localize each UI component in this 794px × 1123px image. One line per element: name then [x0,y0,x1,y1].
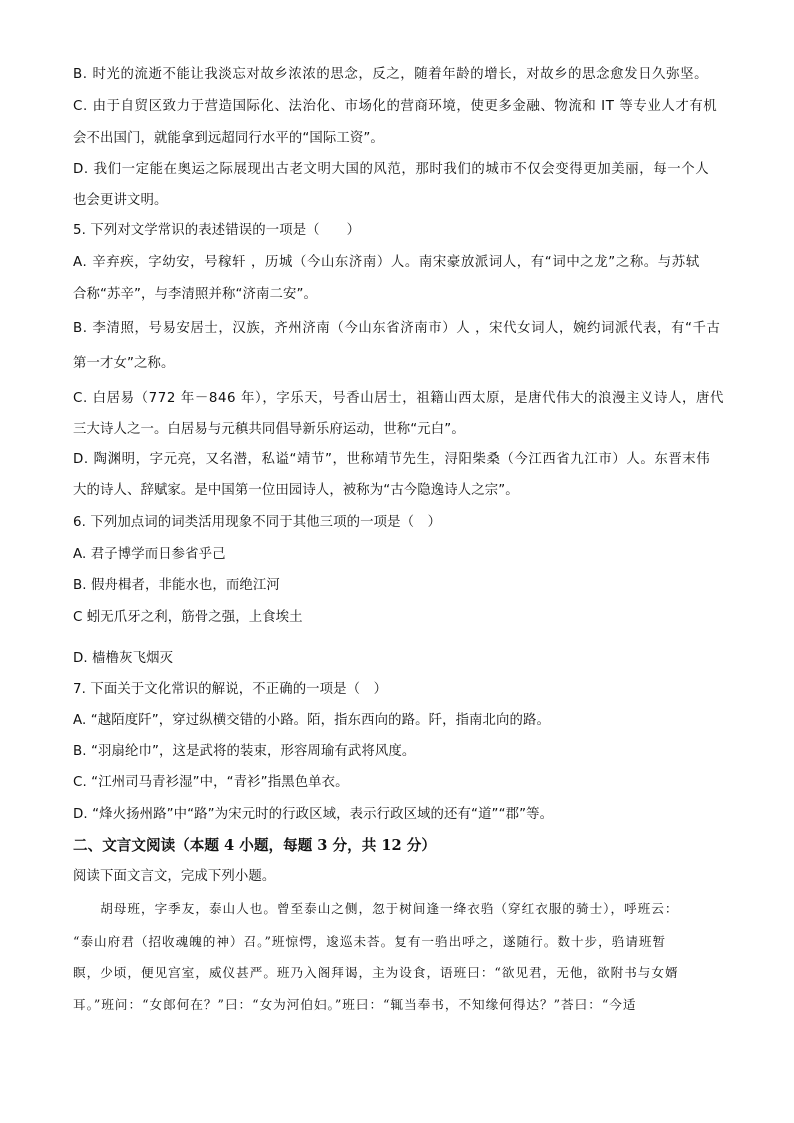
question-7: 7. 下面关于文化常识的解说，不正确的一项是（ ） [73,682,388,697]
option-d-q4: D. 我们一定能在奥运之际展现出古老文明大国的风范，那时我们的城市不仅会变得更加美丽，每一个人 [73,162,710,177]
classical-text-line: 瞑，少顷，便见宫室，威仪甚严。班乃入阁拜谒，主为设食，语班曰：“欲见君，无他，欲附书与女婿 [73,965,679,980]
option-b-q5-cont: 第一才女”之称。 [73,356,175,371]
option-b-q5: B. 李清照，号易安居士，汉族，齐州济南（今山东省济南市）人 ，宋代女词人，婉约词派代表，有“千古 [73,321,721,336]
option-a-q5: A. 辛弃疾，字幼安，号稼轩 ，历城（今山东济南）人。南宋豪放派词人，有“词中之龙”之称。与苏轼 [73,255,700,270]
option-d-q7: D. “烽火扬州路”中“路”为宋元时的行政区域，表示行政区域的还有“道”“郡”等。 [73,807,554,822]
classical-text-line: “泰山府君（招收魂魄的神）召。”班惊愕，逡巡未荅。复有一驺出呼之，遂随行。数十步，驺请班暂 [73,934,667,949]
option-b-q4: B. 时光的流逝不能让我淡忘对故乡浓浓的思念，反之，随着年龄的增长，对故乡的思念愈发日久弥坚。 [73,67,709,82]
classical-text-line: 耳。”班问：“女郎何在？”曰：“女为河伯妇。”班曰：“辄当奉书，不知缘何得达？”荅曰：“今适 [73,997,637,1012]
option-a-q6: A. 君子博学而日参省乎己 [73,547,226,562]
option-d-q4-cont: 也会更讲文明。 [73,193,168,208]
option-c-q4: C. 由于自贸区致力于营造国际化、法治化、市场化的营商环境，使更多金融、物流和 IT 等专业人才有机 [73,99,718,114]
option-b-q7: B. “羽扇纶巾”，这是武将的装束，形容周瑜有武将风度。 [73,744,416,759]
option-d-q5-cont: 大的诗人、辞赋家。是中国第一位田园诗人，被称为“古今隐逸诗人之宗”。 [73,483,519,498]
option-c-q4-cont: 会不出国门，就能拿到远超同行水平的“国际工资”。 [73,131,384,146]
option-c-q5-cont: 三大诗人之一。白居易与元稹共同倡导新乐府运动，世称“元白”。 [73,422,465,437]
option-c-q7: C. “江州司马青衫湿”中，“青衫”指黑色单衣。 [73,775,349,790]
reading-instruction: 阅读下面文言文，完成下列小题。 [73,869,276,884]
option-d-q6: D. 樯橹灰飞烟灭 [73,651,174,666]
option-c-q5: C. 白居易（772 年－846 年），字乐天，号香山居士，祖籍山西太原，是唐代伟大的浪漫主义诗人，唐代 [73,391,725,406]
option-b-q6: B. 假舟楫者，非能水也，而绝江河 [73,578,280,593]
section-heading: 二、文言文阅读（本题 4 小题，每题 3 分，共 12 分） [73,837,436,854]
option-d-q5: D. 陶渊明，字元亮，又名潜，私谥“靖节”，世称靖节先生，浔阳柴桑（今江西省九江市）人。东晋末伟 [73,452,711,467]
question-5: 5. 下列对文学常识的表述错误的一项是（ ） [73,223,361,238]
option-c-q6: C 蚓无爪牙之利，筋骨之强，上食埃土 [73,610,303,625]
option-a-q7: A. “越陌度阡”，穿过纵横交错的小路。陌，指东西向的路。阡，指南北向的路。 [73,713,550,728]
option-a-q5-cont: 合称“苏辛”，与李清照并称“济南二安”。 [73,287,317,302]
question-6: 6. 下列加点词的词类活用现象不同于其他三项的一项是（ ） [73,515,442,530]
classical-text-line: 胡母班，字季友，泰山人也。曾至泰山之侧，忽于树间逢一绛衣驺（穿红衣服的骑士），呼班云： [73,901,679,916]
